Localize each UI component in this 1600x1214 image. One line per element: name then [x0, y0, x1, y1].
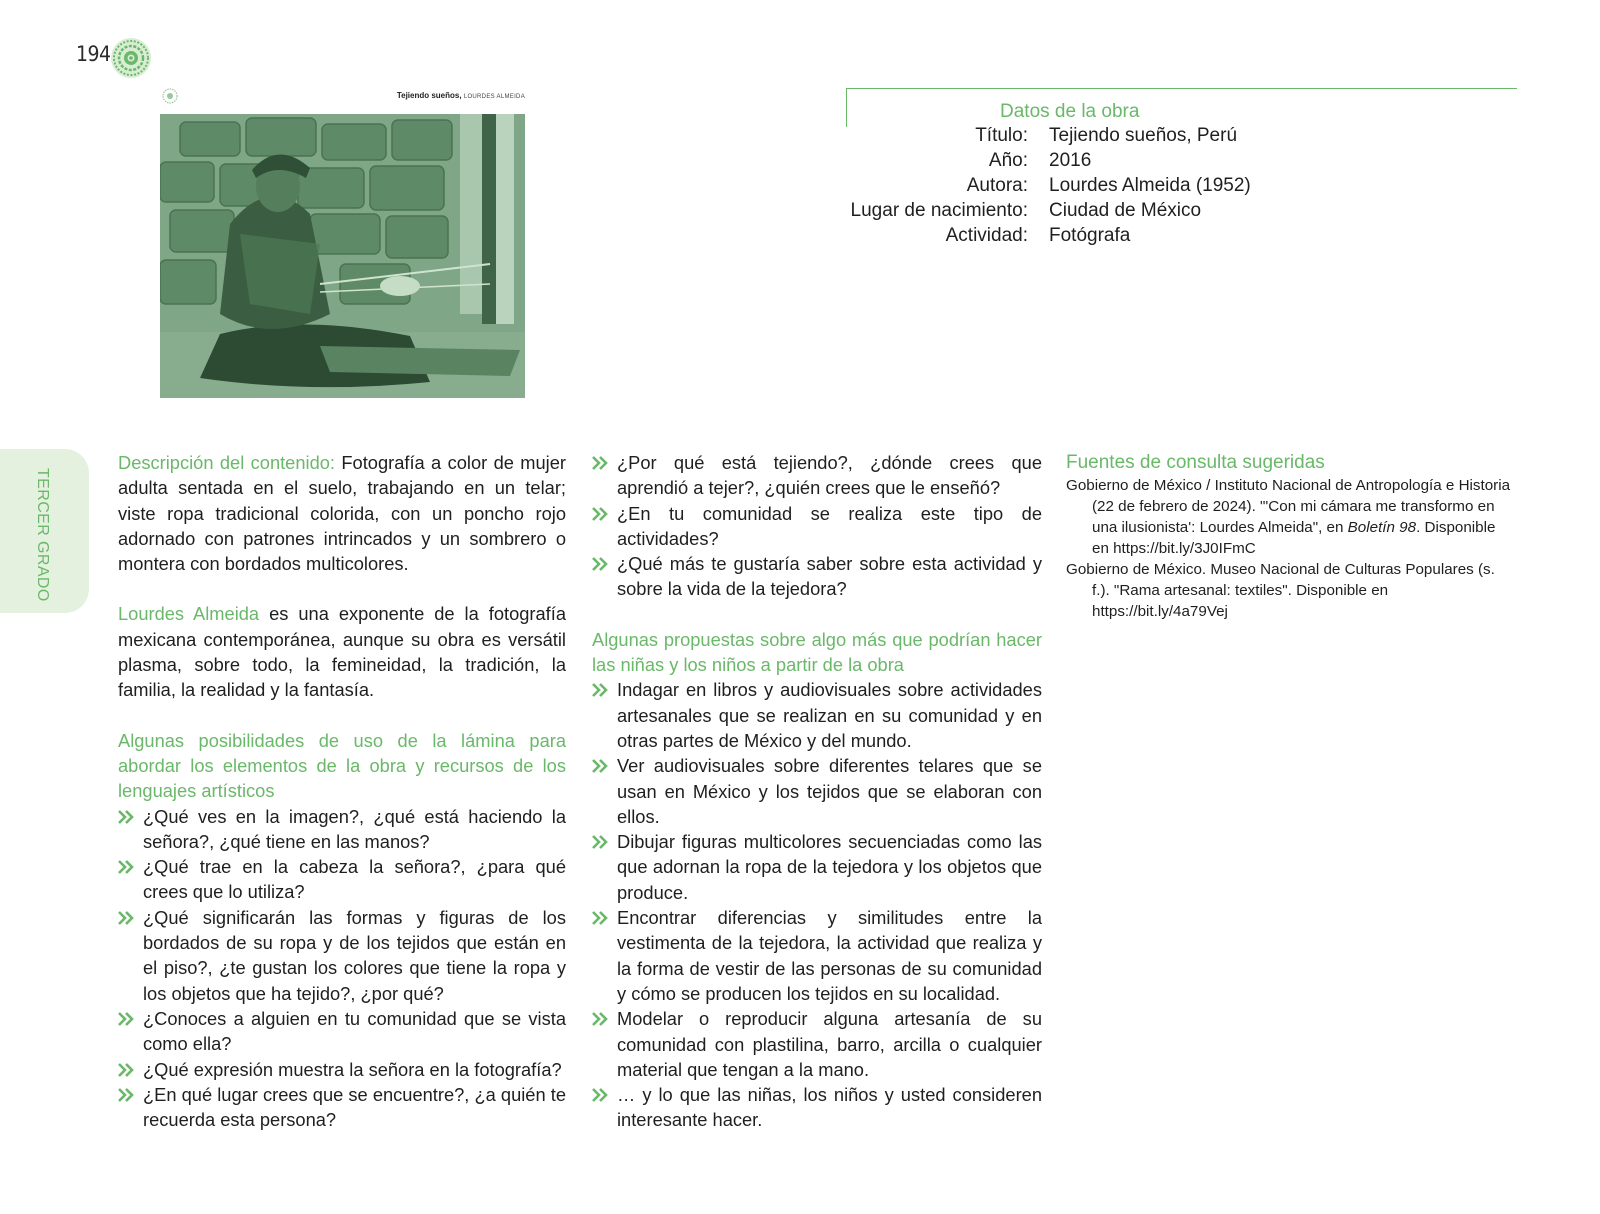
double-chevron-right-icon — [118, 1012, 134, 1026]
double-chevron-right-icon — [592, 911, 608, 925]
list-item — [592, 905, 1042, 1006]
datos-value: Lourdes Almeida (1952) — [1049, 175, 1251, 196]
list-item-text: Dibujar figuras multicolores secuenciadas como las que adornan la ropa de la tejedora y los objetos que produce. — [617, 831, 1042, 903]
circular-emblem-icon — [110, 37, 152, 79]
section-heading: Algunas propuestas sobre algo más que podrían hacer las niñas y los niños a partir de la obra — [592, 628, 1042, 676]
datos-box-frame — [846, 88, 1517, 127]
double-chevron-right-icon — [592, 1088, 608, 1102]
column-1 — [118, 450, 566, 1132]
question-list — [118, 804, 566, 1133]
proposal-list — [592, 677, 1042, 1132]
datos-label: Año: — [988, 150, 1028, 171]
list-item-text: Ver audiovisuales sobre diferentes telares que se usan en México y los tejidos que se elaboran con ellos. — [617, 755, 1042, 827]
double-chevron-right-icon — [592, 507, 608, 521]
fuentes-heading: Fuentes de consulta sugeridas — [1066, 452, 1325, 473]
reference-item: Gobierno de México. Museo Nacional de Culturas Populares (s. f.). "Rama artesanal: textiles". Disponible en https://bit.ly/4a79Vej — [1066, 561, 1495, 620]
descripcion-label: Descripción del contenido: — [118, 452, 335, 473]
list-item-text: Modelar o reproducir alguna artesanía de su comunidad con plastilina, barro, arcilla o cualquier material que tengan a la mano. — [617, 1008, 1042, 1080]
datos-label: Lugar de nacimiento: — [850, 200, 1028, 221]
list-item — [118, 1057, 566, 1082]
artwork-photo — [160, 114, 525, 398]
question-list-continued — [592, 450, 1042, 602]
list-item-text: ¿En qué lugar crees que se encuentre?, ¿a quién te recuerda esta persona? — [143, 1083, 566, 1131]
double-chevron-right-icon — [592, 835, 608, 849]
double-chevron-right-icon — [118, 1088, 134, 1102]
list-item-text: Indagar en libros y audiovisuales sobre actividades artesanales que se realizan en su comunidad y en otras partes de México y del mundo. — [617, 679, 1042, 751]
list-item — [118, 1082, 566, 1133]
list-item-text: Encontrar diferencias y similitudes entre la vestimenta de la tejedora, la actividad que realiza y la forma de vestir de las personas de su comunidad y cómo se producen los tejidos en su localidad. — [617, 907, 1042, 1004]
double-chevron-right-icon — [592, 456, 608, 470]
caption-title: Tejiendo sueños, — [396, 91, 462, 100]
list-item — [592, 1006, 1042, 1082]
list-item — [592, 551, 1042, 602]
double-chevron-right-icon — [592, 759, 608, 773]
list-item-text: ¿En tu comunidad se realiza este tipo de actividades? — [617, 502, 1042, 549]
list-item — [118, 804, 566, 855]
list-item — [592, 829, 1042, 905]
list-item-text: ¿Qué ves en la imagen?, ¿qué está haciendo la señora?, ¿qué tiene en las manos? — [143, 805, 566, 852]
datos-label: Actividad: — [945, 225, 1028, 246]
list-item — [118, 1006, 566, 1057]
list-item — [592, 1082, 1042, 1133]
list-item — [592, 450, 1042, 501]
datos-label: Autora: — [966, 175, 1028, 196]
list-item-text: … y lo que las niñas, los niños y usted consideren interesante hacer. — [617, 1084, 1042, 1131]
list-item-text: ¿Qué significarán las formas y figuras de los bordados de su ropa y de los tejidos que están en el piso?, ¿te gustan los colores que tiene la ropa y los objetos que ha tejido?, ¿por qué? — [143, 906, 566, 1004]
list-item — [118, 905, 566, 1006]
small-emblem-icon — [162, 88, 178, 104]
double-chevron-right-icon — [592, 557, 608, 571]
list-item-text: ¿Qué más te gustaría saber sobre esta actividad y sobre la vida de la tejedora? — [617, 553, 1042, 600]
list-item-text: ¿Conoces a alguien en tu comunidad que se vista como ella? — [143, 1007, 566, 1055]
list-item-text: ¿Por qué está tejiendo?, ¿dónde crees que aprendió a tejer?, ¿quién crees que le enseñó? — [617, 452, 1042, 499]
reference-italic: Boletín 98 — [1347, 519, 1417, 536]
autora-name: Lourdes Almeida — [118, 603, 260, 625]
datos-title: Datos de la obra — [1000, 101, 1140, 122]
caption-author: LOURDES ALMEIDA — [463, 94, 525, 100]
list-item — [592, 753, 1042, 829]
caption-text — [397, 91, 525, 100]
datos-value: Tejiendo sueños, Perú — [1049, 125, 1238, 146]
datos-value: 2016 — [1049, 150, 1092, 171]
list-item-text: ¿Qué trae en la cabeza la señora?, ¿para qué crees que lo utiliza? — [143, 856, 566, 903]
photo-caption — [160, 88, 525, 106]
double-chevron-right-icon — [592, 1012, 608, 1026]
double-chevron-right-icon — [118, 1063, 134, 1077]
double-chevron-right-icon — [118, 810, 134, 824]
reference-item — [1066, 475, 1516, 559]
descripcion-paragraph — [118, 450, 566, 576]
reference-text: Gobierno de México / Instituto Nacional de Antropología e Historia (22 de febrero de 2024). "'Con mi cámara me transformo en una ilusionista': Lourdes Almeida", en — [1066, 477, 1511, 536]
datos-value: Ciudad de México — [1049, 200, 1202, 221]
double-chevron-right-icon — [118, 911, 134, 925]
side-tab-label: TERCER GRADO — [34, 468, 51, 602]
page-number: 194 — [76, 42, 111, 66]
double-chevron-right-icon — [118, 860, 134, 874]
column-2 — [592, 450, 1042, 1158]
column-3 — [1066, 450, 1516, 622]
double-chevron-right-icon — [592, 683, 608, 697]
list-item-text: ¿Qué expresión muestra la señora en la fotografía? — [143, 1058, 562, 1080]
descripcion-text: Fotografía a color de mujer adulta sentada en el suelo, trabajando en un telar; viste ropa tradicional colorida, con un poncho rojo adornado con patrones intrincados y un sombrero o montera con bordados multicolores. — [118, 452, 567, 575]
datos-value: Fotógrafa — [1049, 225, 1131, 246]
section-heading: Algunas posibilidades de uso de la lámina para abordar los elementos de la obra y recursos de los lenguajes artísticos — [118, 729, 566, 802]
autora-paragraph — [118, 601, 566, 702]
reference-text: . Disponible en https://bit.ly/3J0IFmC — [1092, 519, 1496, 557]
list-item — [118, 854, 566, 905]
list-item — [592, 677, 1042, 753]
autora-text: es una exponente de la fotografía mexicana contemporánea, aunque su obra es versátil plasma, sobre todo, la femineidad, la tradición, la familia, la realidad y la fantasía. — [118, 603, 566, 701]
list-item — [592, 501, 1042, 552]
datos-label: Título: — [975, 125, 1028, 146]
